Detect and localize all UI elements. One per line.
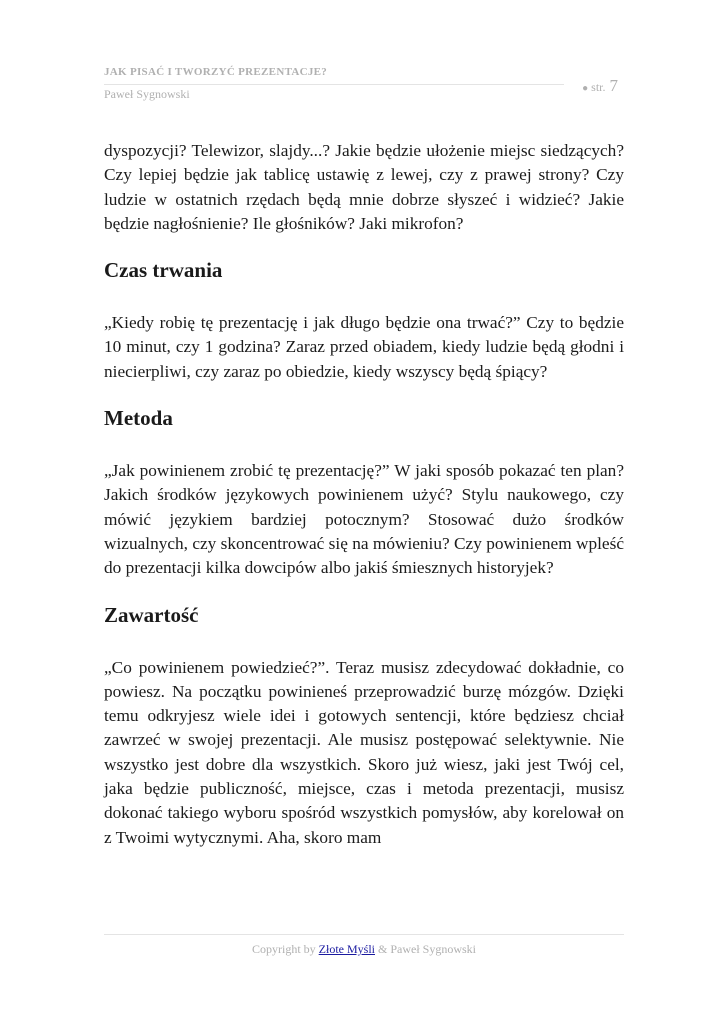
copyright-suffix: & Paweł Sygnowski: [378, 942, 477, 956]
page-number-indicator: [582, 76, 618, 96]
section-heading-zawartosc: Zawartość: [104, 602, 199, 627]
book-title: JAK PISAĆ I TWORZYĆ PREZENTACJE?: [104, 66, 328, 78]
copyright-prefix: Copyright by: [251, 942, 316, 956]
section-text-czas-trwania: „Kiedy robię tę prezentację i jak długo będzie ona trwać?” Czy to będzie 10 minut, czy 1 godzina? Zaraz przed obiadem, kiedy ludzie będą głodni i niecierpliwi, czy zaraz po obiedzie, kiedy wszyscy będą śpiący?: [104, 313, 624, 381]
bullet-icon: ●: [582, 83, 589, 94]
header-divider: [104, 84, 564, 85]
section-text-metoda: „Jak powinienem zrobić tę prezentację?” W jaki sposób pokazać ten plan? Jakich środków językowych powinienem użyć? Stylu naukowego, czy mówić językiem bardziej potocznym? Stosować dużo środków wizualnych, czy skoncentrować się na mówieniu? Czy powinienem wpleść do prezentacji kilka dowcipów albo jakiś śmiesznych historyjek?: [104, 461, 624, 578]
page-footer: [104, 942, 624, 957]
intro-paragraph: dyspozycji? Telewizor, slajdy...? Jakie będzie ułożenie miejsc siedzących? Czy lepiej będzie jak tablicę ustawię z lewej, czy z prawej strony? Czy ludzie w ostatnich rzędach będą mnie dobrze słyszeć i widzieć? Jakie będzie nagłośnienie? Ile głośników? Jaki mikrofon?: [104, 141, 624, 233]
footer-divider: [104, 934, 624, 935]
page-label: str.: [591, 80, 606, 94]
book-author: Paweł Sygnowski: [104, 87, 190, 101]
section-text-zawartosc: „Co powinienem powiedzieć?”. Teraz musisz zdecydować dokładnie, co powiesz. Na początku powinieneś przeprowadzić burzę mózgów. Dzięki temu odkryjesz wiele idei i gotowych sentencji, które będziesz chciał zawrzeć w swojej prezentacji. Ale musisz postępować selektywnie. Nie wszystko jest dobre dla wszystkich. Skoro już wiesz, jaki jest Twój cel, jaka będzie publiczność, miejsce, czas i metoda prezentacji, musisz dokonać takiego wyboru spośród wszystkich pomysłów, aby korelował on z Twoimi wytycznymi. Aha, skoro mam: [104, 657, 624, 847]
publisher-link[interactable]: Złote Myśli: [318, 942, 375, 956]
page-header: [104, 66, 624, 110]
section-heading-metoda: Metoda: [104, 406, 173, 431]
page-number: 7: [609, 76, 618, 95]
page-content: [104, 139, 624, 850]
section-heading-czas-trwania: Czas trwania: [104, 258, 223, 283]
